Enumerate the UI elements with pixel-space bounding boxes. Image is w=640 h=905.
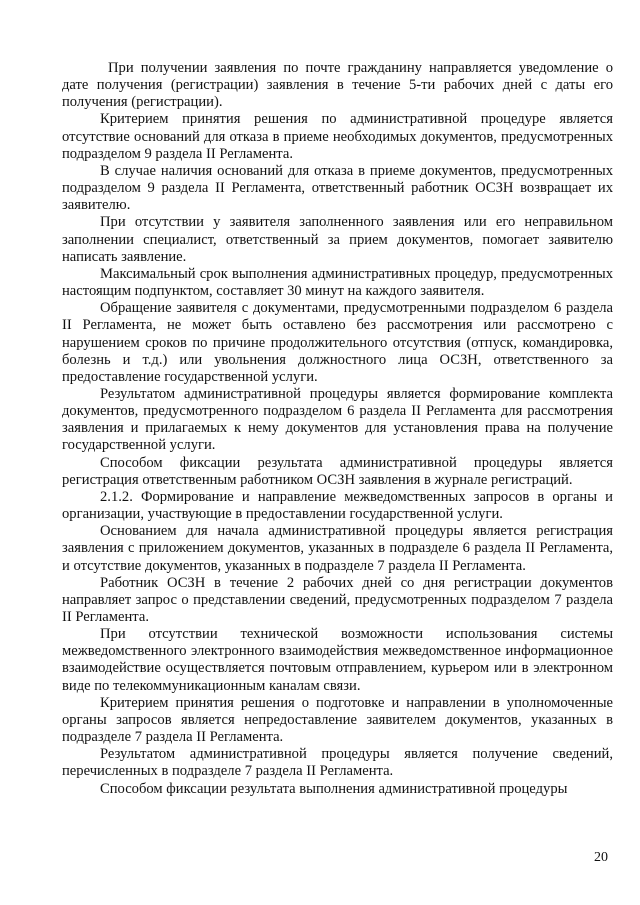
page-number: 20: [594, 850, 608, 865]
paragraph-request-sending: Работник ОСЗН в течение 2 рабочих дней со дня регистрации документов направляет запрос о представлении сведений, предусмотренных подразделом 7 раздела II Регламента.: [62, 574, 613, 625]
paragraph-result-package: Результатом административной процедуры является формирование комплекта документов, предусмотренного подразделом 6 раздела II Регламента для рассмотрения заявления и прилагаемых к нему документов для установления права на получение государственной услуги.: [62, 385, 613, 454]
paragraph-grounds-start: Основанием для начала административной процедуры является регистрация заявления с приложением документов, указанных в подразделе 6 раздела II Регламента, и отсутствие документов, указанных в подразделе 7 раздела II Регламента.: [62, 523, 613, 574]
paragraph-max-time: Максимальный срок выполнения административных процедур, предусмотренных настоящим подпунктом, составляет 30 минут на каждого заявителя.: [62, 265, 613, 300]
paragraph-no-technical-means: При отсутствии технической возможности использования системы межведомственного электронного взаимодействия межведомственное информационное взаимодействие осуществляется почтовым отправлением, курьером или в электронном виде по телекоммуникационным каналам связи.: [62, 626, 613, 694]
paragraph-decision-criterion: Критерием принятия решения по административной процедуре является отсутствие оснований для отказа в приеме необходимых документов, предусмотренных подразделом 9 раздела II Регламента.: [62, 111, 613, 162]
paragraph-notification: При получении заявления по почте гражданину направляется уведомление о дате получения (регистрации) заявления в течение 5-ти рабочих дней с даты его получения (регистрации).: [62, 60, 613, 111]
paragraph-fixation-registration: Способом фиксации результата административной процедуры является регистрация ответственным работником ОСЗН заявления в журнале регистраций.: [62, 454, 613, 488]
paragraph-result-info: Результатом административной процедуры является получение сведений, перечисленных в подразделе 7 раздела II Регламента.: [62, 746, 613, 780]
paragraph-help-filling: При отсутствии у заявителя заполненного заявления или его неправильном заполнении специалист, ответственный за прием документов, помогает заявителю написать заявление.: [62, 214, 613, 265]
paragraph-request-criterion: Критерием принятия решения о подготовке и направлении в уполномоченные органы запросов является непредоставление заявителем документов, указанных в подразделе 7 раздела II Регламента.: [62, 694, 613, 746]
paragraph-refusal-return: В случае наличия оснований для отказа в приеме документов, предусмотренных подразделом 9 раздела II Регламента, ответственный работник ОСЗН возвращает их заявителю.: [62, 162, 613, 214]
section-heading-2-1-2: 2.1.2. Формирование и направление межведомственных запросов в органы и организации, участвующие в предоставлении государственной услуги.: [62, 488, 613, 523]
document-body: [62, 60, 613, 798]
paragraph-no-delay: Обращение заявителя с документами, предусмотренными подразделом 6 раздела II Регламента, не может быть оставлено без рассмотрения или рассмотрено с нарушением сроков по причине продолжительного отсутствия (отпуск, командировка, болезнь и т.д.) или увольнения должностного лица ОСЗН, ответственного за предоставление государственной услуги.: [62, 300, 613, 385]
paragraph-fixation-method: Способом фиксации результата выполнения административной процедуры: [100, 780, 568, 797]
